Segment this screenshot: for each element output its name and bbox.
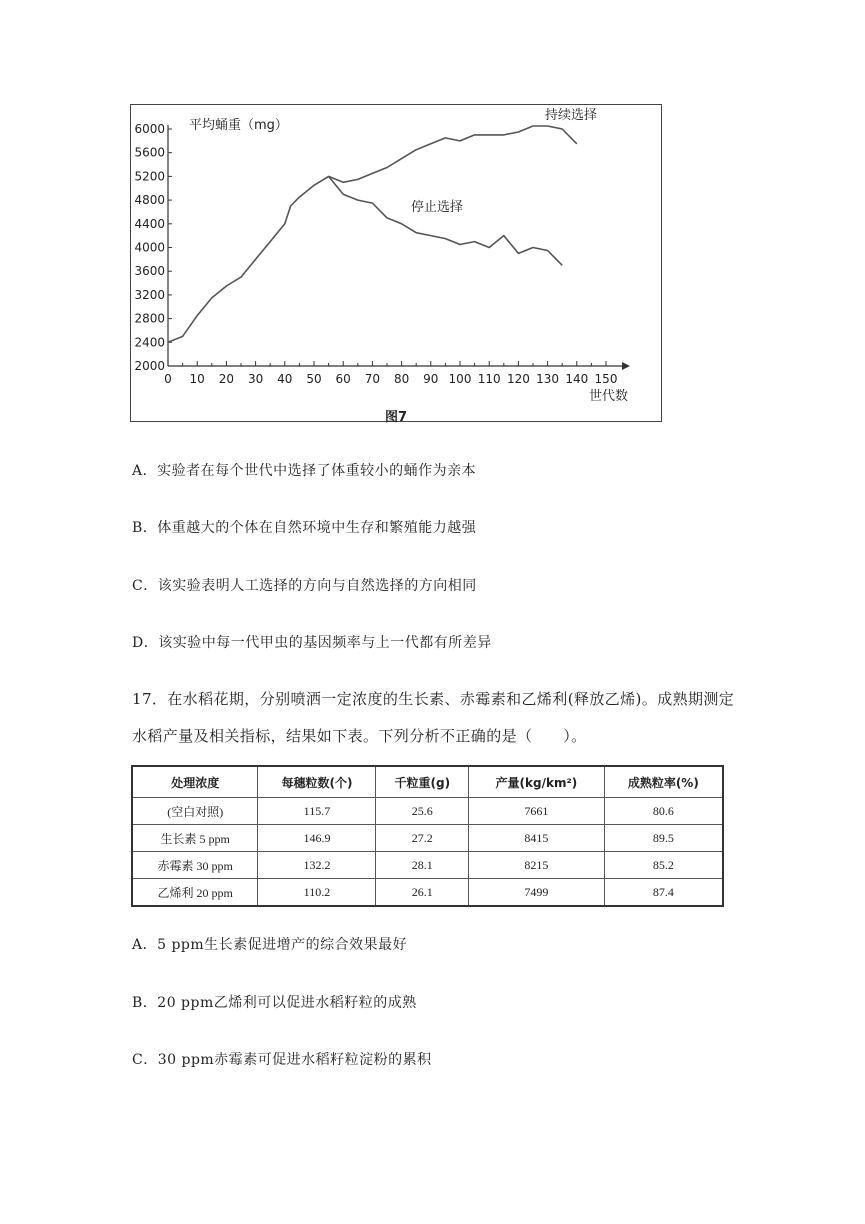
table-cell: 7661	[469, 798, 605, 825]
table-cell: 生长素 5 ppm	[132, 825, 258, 852]
option-b-2: B．20 ppm乙烯利可以促进水稻籽粒的成熟	[132, 995, 417, 1011]
y-axis-label: 平均蛹重（mg）	[189, 118, 288, 133]
option-c-2: C．30 ppm赤霉素可促进水稻籽粒淀粉的累积	[132, 1052, 432, 1068]
table-cell: 146.9	[258, 825, 376, 852]
table-header-cell: 千粒重(g)	[376, 766, 469, 798]
y-tick-label: 4000	[134, 240, 165, 255]
table-cell: 乙烯利 20 ppm	[132, 879, 258, 907]
table-cell: 110.2	[258, 879, 376, 907]
table-row	[132, 879, 723, 907]
table-row	[132, 825, 723, 852]
series-line-continuous-selection	[168, 126, 577, 342]
y-tick-label: 2000	[134, 359, 165, 373]
line-chart	[131, 105, 663, 423]
y-tick-label: 2400	[134, 335, 165, 350]
question-17-line-1: 17．在水稻花期，分别喷洒一定浓度的生长素、赤霉素和乙烯利(释放乙烯)。成熟期测定	[132, 690, 735, 708]
x-tick-label: 70	[364, 372, 381, 386]
option-b-1: B．体重越大的个体在自然环境中生存和繁殖能力越强	[132, 520, 477, 536]
option-a-1: A．实验者在每个世代中选择了体重较小的蛹作为亲本	[132, 463, 477, 479]
table-cell: 87.4	[604, 879, 723, 907]
table-header-cell: 每穗粒数(个)	[258, 766, 376, 798]
y-tick-label: 2800	[134, 311, 165, 326]
table-row	[132, 798, 723, 825]
y-tick-label: 6000	[134, 122, 165, 136]
question-17-line-2: 水稻产量及相关指标，结果如下表。下列分析不正确的是（ ）。	[132, 727, 587, 745]
table-row	[132, 852, 723, 879]
y-tick-label: 4800	[134, 193, 165, 208]
table-cell: (空白对照)	[132, 798, 258, 825]
figure-label: 图7	[385, 410, 408, 423]
chart-axes	[168, 125, 630, 370]
option-a-2: A．5 ppm生长素促进增产的综合效果最好	[132, 937, 408, 953]
table-header-cell: 成熟粒率(%)	[604, 766, 723, 798]
table-cell: 26.1	[376, 879, 469, 907]
table-cell: 28.1	[376, 852, 469, 879]
table-cell: 80.6	[604, 798, 723, 825]
x-tick-label: 150	[594, 372, 618, 386]
x-tick-label: 60	[335, 372, 351, 386]
y-tick-label: 5600	[134, 145, 165, 160]
series-label-continuous-selection: 持续选择	[545, 108, 598, 123]
table-header-cell: 处理浓度	[132, 766, 258, 798]
x-tick-label: 40	[277, 372, 293, 386]
table-header-row	[132, 766, 723, 798]
x-tick-label: 20	[218, 372, 235, 386]
table-header-cell: 产量(kg/km²)	[469, 766, 605, 798]
x-tick-label: 120	[506, 372, 530, 386]
y-tick-label: 3600	[134, 264, 165, 279]
table-cell: 7499	[469, 879, 605, 907]
x-tick-label: 90	[423, 372, 439, 386]
question-17	[132, 681, 742, 755]
table-cell: 8415	[469, 825, 605, 852]
chart-lines	[168, 126, 577, 342]
y-tick-label: 4400	[134, 216, 165, 231]
option-c-1: C．该实验表明人工选择的方向与自然选择的方向相同	[132, 578, 477, 594]
x-tick-label: 100	[448, 372, 472, 386]
results-table	[131, 765, 724, 907]
x-tick-label: 110	[477, 372, 501, 386]
x-tick-label: 80	[393, 372, 410, 386]
figure-7	[130, 104, 662, 422]
x-tick-label: 0	[164, 372, 172, 386]
series-label-stopped-selection: 停止选择	[411, 200, 464, 215]
y-tick-label: 3200	[134, 287, 165, 302]
table-cell: 赤霉素 30 ppm	[132, 852, 258, 879]
x-tick-label: 140	[565, 372, 589, 386]
x-tick-label: 30	[247, 372, 264, 386]
y-tick-label: 5200	[134, 169, 165, 184]
table-cell: 27.2	[376, 825, 469, 852]
x-axis-arrow	[622, 362, 630, 370]
option-d-1: D．该实验中每一代甲虫的基因频率与上一代都有所差异	[132, 635, 492, 651]
table-cell: 132.2	[258, 852, 376, 879]
table-cell: 25.6	[376, 798, 469, 825]
table-cell: 8215	[469, 852, 605, 879]
table-cell: 85.2	[604, 852, 723, 879]
table-cell: 89.5	[604, 825, 723, 852]
x-tick-label: 50	[306, 372, 322, 386]
x-tick-label: 130	[536, 372, 560, 386]
chart-ticks	[134, 122, 617, 386]
x-axis-label: 世代数	[589, 389, 629, 404]
series-line-stopped-selection	[329, 176, 563, 265]
x-tick-label: 10	[189, 372, 205, 386]
table-cell: 115.7	[258, 798, 376, 825]
